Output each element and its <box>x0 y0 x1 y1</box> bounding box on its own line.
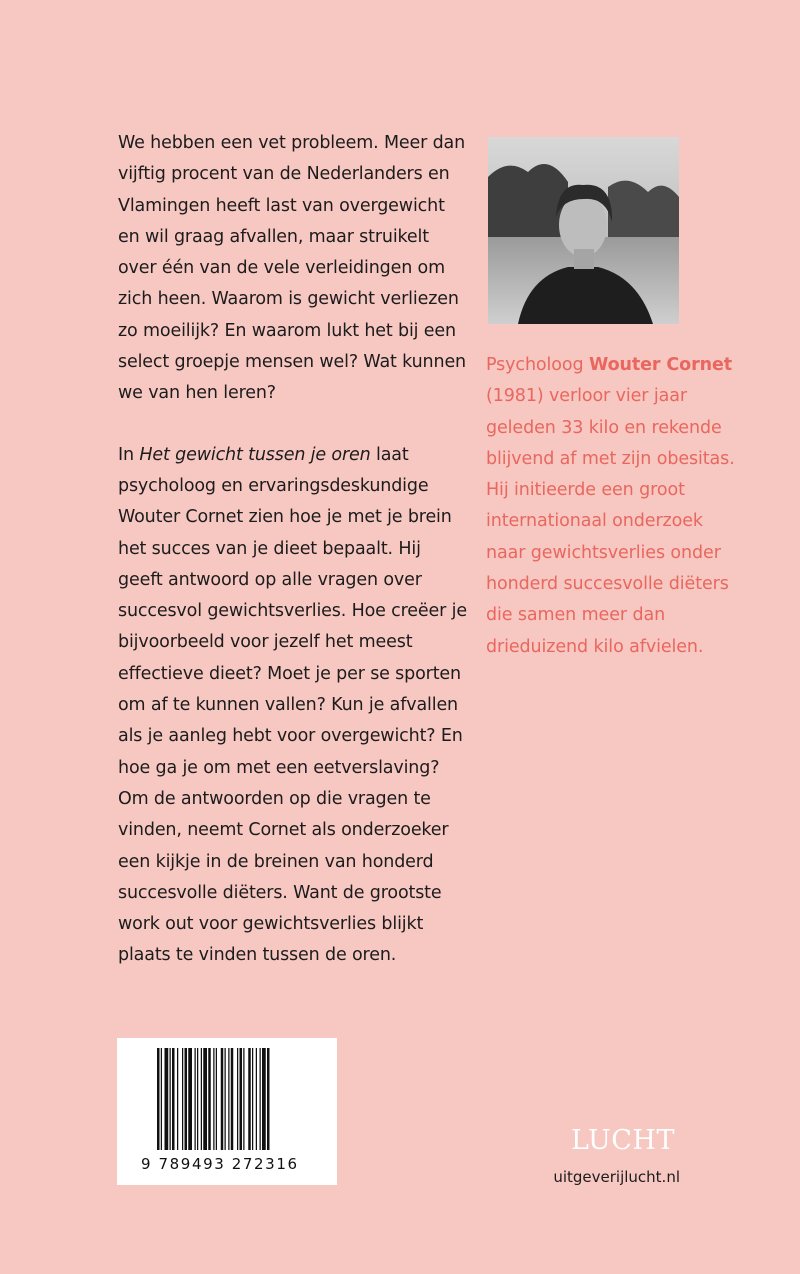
author-bio <box>486 350 746 663</box>
barcode-bar <box>197 1048 198 1150</box>
barcode-bar <box>161 1048 162 1150</box>
isbn-number: 9 789493 272316 <box>141 1155 299 1173</box>
barcode-bar <box>195 1048 196 1150</box>
author-photo <box>488 137 679 324</box>
author-photo-image <box>488 137 679 324</box>
barcode-bar <box>267 1048 270 1150</box>
barcode-bar <box>201 1048 202 1150</box>
blurb-p2-start: In <box>118 444 140 465</box>
barcode-bar <box>185 1048 188 1150</box>
barcode-bar <box>240 1048 243 1150</box>
barcode-bar <box>252 1048 253 1150</box>
barcode-bar <box>225 1048 226 1150</box>
barcode-bar <box>221 1048 224 1150</box>
barcode-bar <box>243 1048 244 1150</box>
barcode-bar <box>231 1048 234 1150</box>
barcode-bar <box>213 1048 214 1150</box>
blurb-p2-rest: laat psycholoog en ervaringsdeskundige Wouter Cornet zien hoe je met je brein het succes van je dieet bepaalt. Hij geeft antwoord op alle vragen over succesvol gewichtsverlies. Hoe creëer je bijvoorbeeld voor jezelf het meest effectieve dieet? Moet je per se sporten om af te kunnen vallen? Kun je afvallen als je aanleg hebt voor overgewicht? En hoe ga je om met een eetverslaving? Om de antwoorden op die vragen te vinden, neemt Cornet als onderzoeker een kijkje in de breinen van honderd succesvolle diëters. Want de grootste work out voor gewichtsverlies blijkt plaats te vinden tussen de oren. <box>118 444 467 966</box>
barcode-bar <box>260 1048 261 1150</box>
barcode-bar <box>256 1048 257 1150</box>
barcode-bar <box>177 1048 178 1150</box>
barcode-bar <box>165 1048 169 1150</box>
bio-prefix: Psycholoog <box>486 355 589 375</box>
barcode-bar <box>248 1048 251 1150</box>
barcode-bar <box>216 1048 217 1150</box>
barcode-bar <box>157 1048 160 1150</box>
back-cover-blurb <box>118 128 468 972</box>
publisher-website[interactable]: uitgeverijlucht.nl <box>553 1168 680 1186</box>
barcode-bar <box>170 1048 171 1150</box>
bio-text: (1981) verloor vier jaar geleden 33 kilo en rekende blijvend af met zijn obesitas. Hij initieerde een groot internationaal onderzoek naar gewichtsverlies onder honderd succesvolle diëters die samen meer dan drieduizend kilo afvielen. <box>486 386 735 657</box>
barcode-bar <box>237 1048 238 1150</box>
barcode <box>117 1038 337 1185</box>
book-title: Het gewicht tussen je oren <box>139 444 371 465</box>
barcode-bar <box>203 1048 207 1150</box>
barcode-bar <box>172 1048 175 1150</box>
barcode-bar <box>228 1048 229 1150</box>
barcode-bar <box>262 1048 266 1150</box>
barcode-bar <box>188 1048 192 1150</box>
blurb-paragraph-2 <box>118 440 468 972</box>
barcode-bar <box>182 1048 183 1150</box>
blurb-paragraph-1: We hebben een vet probleem. Meer dan vijftig procent van de Nederlanders en Vlamingen heeft last van overgewicht en wil graag afvallen, maar struikelt over één van de vele verleidingen om zich heen. Waarom is gewicht verliezen zo moeilijk? En waarom lukt het bij een select groepje mensen wel? Wat kunnen we van hen leren? <box>118 133 466 404</box>
publisher-logo: LUCHT <box>571 1125 675 1156</box>
barcode-bar <box>208 1048 211 1150</box>
author-name: Wouter Cornet <box>589 355 733 375</box>
